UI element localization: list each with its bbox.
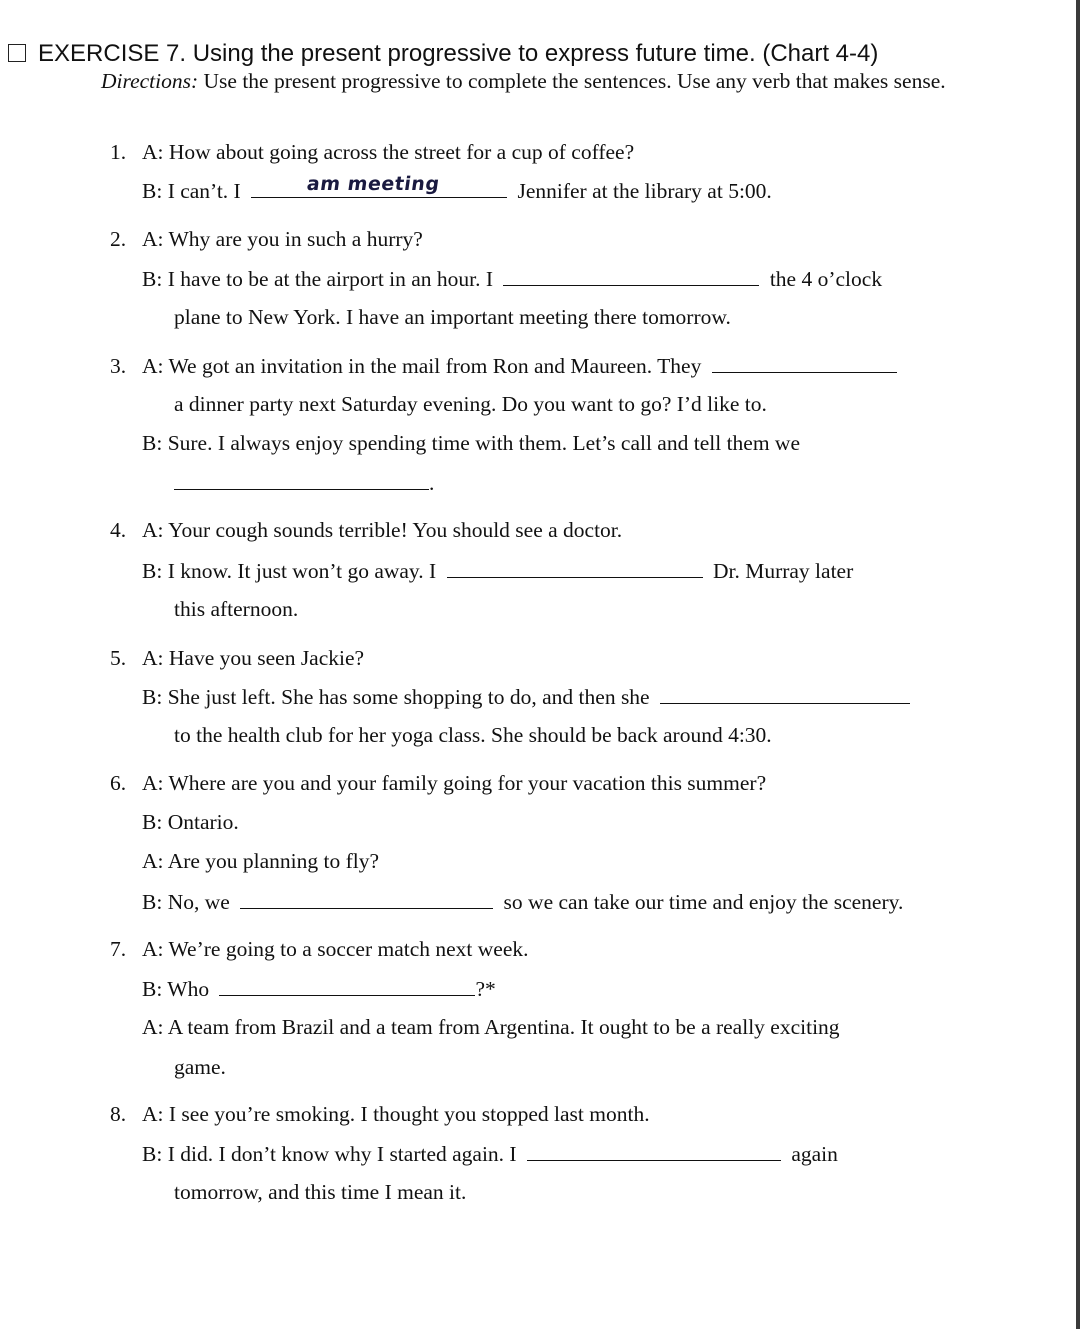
item-7-a1: 7. A: We’re going to a soccer match next week.	[110, 934, 529, 964]
item-6-b1: B: Ontario.	[142, 810, 239, 834]
answer-blank[interactable]	[174, 467, 429, 490]
item-2-b1: B: I have to be at the airport in an hour. I the 4 o’clock	[142, 263, 882, 293]
item-7-a2: A: A team from Brazil and a team from Argentina. It ought to be a really exciting	[142, 1015, 840, 1039]
item-4-b2: this afternoon.	[174, 597, 299, 621]
item-number: 4.	[110, 518, 127, 542]
item-6-a2: A: Are you planning to fly?	[142, 849, 380, 873]
item-number: 1.	[110, 140, 127, 164]
item-6-b2: B: No, we so we can take our time and enjoy the scenery.	[142, 886, 903, 916]
item-number: 8.	[110, 1102, 127, 1126]
item-8-a1: 8. A: I see you’re smoking. I thought you stopped last month.	[110, 1099, 650, 1129]
answer-blank[interactable]	[240, 886, 493, 909]
item-number: 3.	[110, 354, 127, 378]
item-8-b1: B: I did. I don’t know why I started again. I again	[142, 1138, 838, 1168]
item-number: 6.	[110, 771, 127, 795]
exercise-header	[8, 40, 878, 68]
answer-blank[interactable]	[660, 681, 910, 704]
item-8-b2: tomorrow, and this time I mean it.	[174, 1180, 467, 1204]
answer-blank[interactable]	[503, 263, 759, 286]
item-7-b1: B: Who ?*	[142, 973, 496, 1003]
item-5-b1: B: She just left. She has some shopping to do, and then she	[142, 681, 910, 711]
answer-blank[interactable]	[251, 175, 507, 198]
item-2-b2: plane to New York. I have an important meeting there tomorrow.	[174, 305, 731, 329]
page-edge	[1076, 0, 1080, 1329]
exercise-title: EXERCISE 7. Using the present progressive to express future time. (Chart 4-4)	[38, 40, 879, 67]
item-5-a1: 5. A: Have you seen Jackie?	[110, 643, 364, 673]
item-number: 7.	[110, 937, 127, 961]
item-3-a2: a dinner party next Saturday evening. Do you want to go? I’d like to.	[174, 392, 767, 416]
item-4-b1: B: I know. It just won’t go away. I Dr. Murray later	[142, 555, 853, 585]
answer-blank[interactable]	[447, 555, 703, 578]
item-3-a1: 3. A: We got an invitation in the mail from Ron and Maureen. They	[110, 350, 897, 380]
item-5-b2: to the health club for her yoga class. She should be back around 4:30.	[174, 723, 772, 747]
item-6-a1: 6. A: Where are you and your family going for your vacation this summer?	[110, 768, 766, 798]
item-1-a1: 1. A: How about going across the street for a cup of coffee?	[110, 137, 634, 167]
directions-text: Use the present progressive to complete the sentences. Use any verb that makes sense.	[198, 69, 946, 93]
item-3-b2: .	[174, 467, 434, 497]
item-number: 2.	[110, 227, 127, 251]
directions	[101, 68, 1031, 95]
item-2-a1: 2. A: Why are you in such a hurry?	[110, 224, 423, 254]
answer-blank[interactable]	[219, 973, 475, 996]
item-3-b1: B: Sure. I always enjoy spending time with them. Let’s call and tell them we	[142, 431, 800, 455]
item-4-a1: 4. A: Your cough sounds terrible! You should see a doctor.	[110, 515, 622, 545]
item-7-a3: game.	[174, 1055, 226, 1079]
exercise-checkbox[interactable]	[8, 44, 26, 62]
handwritten-answer: am meeting	[305, 173, 442, 195]
item-1-b1: B: I can’t. I am meeting Jennifer at the library at 5:00.	[142, 175, 772, 205]
answer-blank[interactable]	[712, 350, 897, 373]
directions-label: Directions:	[101, 69, 199, 93]
answer-blank[interactable]	[527, 1138, 781, 1161]
item-number: 5.	[110, 646, 127, 670]
